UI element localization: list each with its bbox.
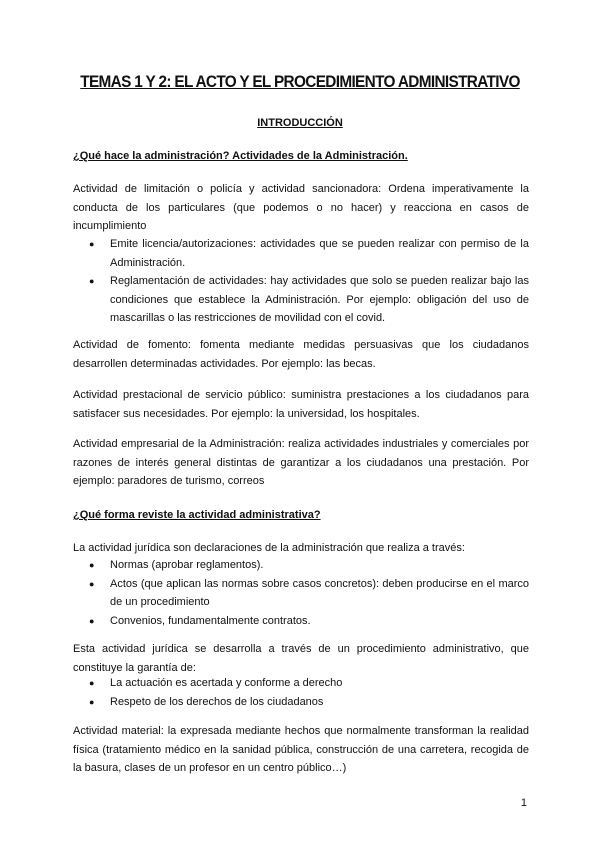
bullet-icon: ● [89, 239, 95, 249]
list-item: ● La actuación es acertada y conforme a derecho [73, 674, 529, 693]
section-heading-activities: ¿Qué hace la administración? Actividades de la Administración. [73, 150, 408, 162]
paragraph-empresarial: Actividad empresarial de la Administración: realiza actividades industriales y comerciales por razones de interés general distintas de garantizar a los ciudadanos una prestación. Por ejemplo: paradores de turismo, correos [73, 438, 529, 487]
bullet-icon: ● [89, 560, 95, 570]
bullet-list-juridica [73, 556, 529, 630]
page-number: 1 [520, 797, 527, 809]
bullet-list-garantia [73, 674, 529, 711]
section-heading-forma: ¿Qué forma reviste la actividad administrativa? [73, 509, 321, 521]
section-subtitle: INTRODUCCIÓN [257, 117, 343, 129]
paragraph-juridica: La actividad jurídica son declaraciones de la administración que realiza a través: [73, 542, 465, 554]
paragraph-fomento: Actividad de fomento: fomenta mediante medidas persuasivas que los ciudadanos desarrollen determinadas actividades. Por ejemplo: las becas. [73, 339, 529, 370]
bullet-icon: ● [89, 578, 95, 589]
list-item: ● Actos (que aplican las normas sobre casos concretos): deben producirse en el marco de un procedimiento [73, 575, 529, 612]
list-item: ● Normas (aprobar reglamentos). [73, 556, 529, 575]
list-item: ● Reglamentación de actividades: hay actividades que solo se pueden realizar bajo las condiciones que establece la Administración. Por ejemplo: obligación del uso de mascarillas o las restricciones de movilidad con el covid. [73, 272, 529, 328]
bullet-icon: ● [89, 696, 95, 707]
paragraph-procedimiento: Esta actividad jurídica se desarrolla a través de un procedimiento administrativo, que constituye la garantía de: [73, 643, 529, 674]
paragraph-limitacion: Actividad de limitación o policía y actividad sancionadora: Ordena imperativamente la conducta de los particulares (que podemos o no hacer) y reacciona en casos de incumplimiento [73, 183, 529, 232]
bullet-icon: ● [89, 678, 95, 688]
bullet-icon: ● [89, 276, 95, 286]
bullet-list-limitacion [73, 235, 529, 328]
paragraph-prestacional: Actividad prestacional de servicio público: suministra prestaciones a los ciudadanos para satisfacer sus necesidades. Por ejemplo: la universidad, los hospitales. [73, 389, 529, 420]
paragraph-material: Actividad material: la expresada mediante hechos que normalmente transforman la realidad física (tratamiento médico en la sanidad pública, construcción de una carretera, recogida de la basura, clases de un profesor en un centro público…) [73, 725, 529, 774]
bullet-icon: ● [89, 615, 95, 626]
list-item: ● Convenios, fundamentalmente contratos. [73, 612, 529, 631]
list-item: ● Emite licencia/autorizaciones: actividades que se pueden realizar con permiso de la Administración. [73, 235, 529, 272]
document-title: TEMAS 1 Y 2: EL ACTO Y EL PROCEDIMIENTO ADMINISTRATIVO [80, 73, 520, 91]
list-item: ● Respeto de los derechos de los ciudadanos [73, 693, 529, 712]
